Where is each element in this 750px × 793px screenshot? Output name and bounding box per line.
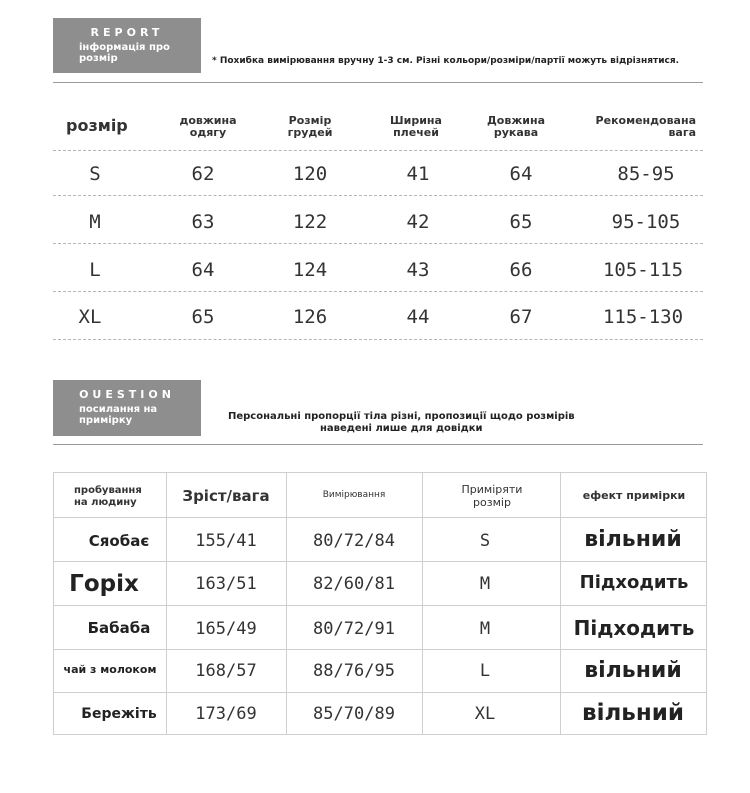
tryon-size: M bbox=[479, 619, 491, 639]
question-subtitle: посилання на примірку bbox=[79, 404, 158, 426]
tryon-measurements: 88/76/95 bbox=[313, 661, 395, 681]
size-cell: 65 bbox=[191, 306, 215, 328]
tryon-measurements: 82/60/81 bbox=[313, 574, 395, 594]
tryon-header-size: Приміряти розмір bbox=[461, 483, 523, 509]
report-badge bbox=[53, 18, 201, 73]
col-divider bbox=[166, 473, 167, 734]
size-header-chest: Розмір грудей bbox=[287, 114, 333, 139]
size-cell: 120 bbox=[292, 163, 328, 185]
divider bbox=[53, 444, 703, 445]
tryon-effect: вільний bbox=[584, 527, 682, 552]
tryon-size: M bbox=[479, 574, 491, 594]
tryon-effect: Підходить bbox=[573, 616, 695, 640]
size-cell: 42 bbox=[406, 211, 430, 233]
row-divider bbox=[53, 291, 703, 292]
tryon-measurements: 80/72/91 bbox=[313, 619, 395, 639]
question-badge bbox=[53, 380, 201, 436]
size-cell: 63 bbox=[191, 211, 215, 233]
col-divider bbox=[560, 473, 561, 734]
size-cell: 85-95 bbox=[617, 163, 675, 185]
tryon-height-weight: 173/69 bbox=[195, 704, 257, 724]
tryon-effect: вільний bbox=[584, 658, 682, 683]
size-cell: 41 bbox=[406, 163, 430, 185]
tryon-size: XL bbox=[474, 704, 496, 724]
divider bbox=[53, 82, 703, 83]
tryon-height-weight: 168/57 bbox=[195, 661, 257, 681]
row-divider bbox=[54, 561, 706, 562]
row-divider bbox=[54, 649, 706, 650]
size-cell: 66 bbox=[509, 259, 533, 281]
tryon-effect: Підходить bbox=[579, 572, 689, 593]
size-cell: 64 bbox=[191, 259, 215, 281]
tryon-table bbox=[53, 472, 707, 735]
row-divider bbox=[53, 150, 703, 151]
size-cell: 67 bbox=[509, 306, 533, 328]
tryon-height-weight: 163/51 bbox=[195, 574, 257, 594]
size-cell: L bbox=[89, 259, 101, 281]
tryon-name: Бережіть bbox=[81, 706, 157, 722]
col-divider bbox=[286, 473, 287, 734]
row-divider bbox=[54, 605, 706, 606]
size-cell: 43 bbox=[406, 259, 430, 281]
fit-note-line1: Персональні пропорції тіла різні, пропозиції щодо розмірів bbox=[228, 411, 575, 422]
size-cell: 105-115 bbox=[602, 259, 684, 281]
report-subtitle: інформація про розмір bbox=[79, 42, 170, 64]
col-divider bbox=[422, 473, 423, 734]
measurement-note: * Похибка вимірювання вручну 1-3 см. Різні кольори/розміри/партії можуть відрізнятися. bbox=[212, 56, 680, 66]
row-divider bbox=[53, 243, 703, 244]
size-cell: 115-130 bbox=[602, 306, 684, 328]
tryon-height-weight: 155/41 bbox=[195, 531, 257, 551]
row-divider bbox=[54, 517, 706, 518]
size-cell: 62 bbox=[191, 163, 215, 185]
tryon-header-height-weight: Зріст/вага bbox=[182, 487, 270, 505]
size-cell: 95-105 bbox=[611, 211, 681, 233]
tryon-header-measurements: Вимірювання bbox=[322, 490, 386, 500]
size-cell: M bbox=[89, 211, 101, 233]
size-header-length: довжина одягу bbox=[179, 114, 237, 139]
tryon-measurements: 80/72/84 bbox=[313, 531, 395, 551]
tryon-size: L bbox=[479, 661, 491, 681]
tryon-height-weight: 165/49 bbox=[195, 619, 257, 639]
row-divider bbox=[53, 339, 703, 340]
size-cell: 64 bbox=[509, 163, 533, 185]
tryon-header-person: пробування на людину bbox=[74, 485, 142, 508]
size-cell: 126 bbox=[292, 306, 328, 328]
size-cell: 124 bbox=[292, 259, 328, 281]
tryon-name: чай з молоком bbox=[63, 663, 157, 676]
question-title: OUESTION bbox=[79, 388, 175, 401]
row-divider bbox=[53, 195, 703, 196]
tryon-size: S bbox=[479, 531, 491, 551]
fit-note-line2: наведені лише для довідки bbox=[320, 423, 483, 434]
tryon-header-effect: ефект примірки bbox=[582, 489, 686, 502]
tryon-name: Сяобає bbox=[88, 532, 150, 550]
tryon-name: Горіх bbox=[69, 571, 139, 597]
tryon-measurements: 85/70/89 bbox=[313, 704, 395, 724]
size-header-size: розмір bbox=[66, 116, 128, 135]
report-title: REPORT bbox=[90, 26, 164, 39]
size-cell: 65 bbox=[509, 211, 533, 233]
size-header-shoulder: Ширина плечей bbox=[390, 114, 442, 139]
size-cell: XL bbox=[78, 306, 102, 328]
size-cell: S bbox=[89, 163, 101, 185]
tryon-name: Бабаба bbox=[87, 619, 151, 637]
tryon-effect: вільний bbox=[582, 700, 684, 726]
size-header-weight: Рекомендована вага bbox=[595, 114, 696, 139]
size-cell: 122 bbox=[292, 211, 328, 233]
row-divider bbox=[54, 692, 706, 693]
size-cell: 44 bbox=[406, 306, 430, 328]
size-header-sleeve: Довжина рукава bbox=[487, 114, 545, 139]
